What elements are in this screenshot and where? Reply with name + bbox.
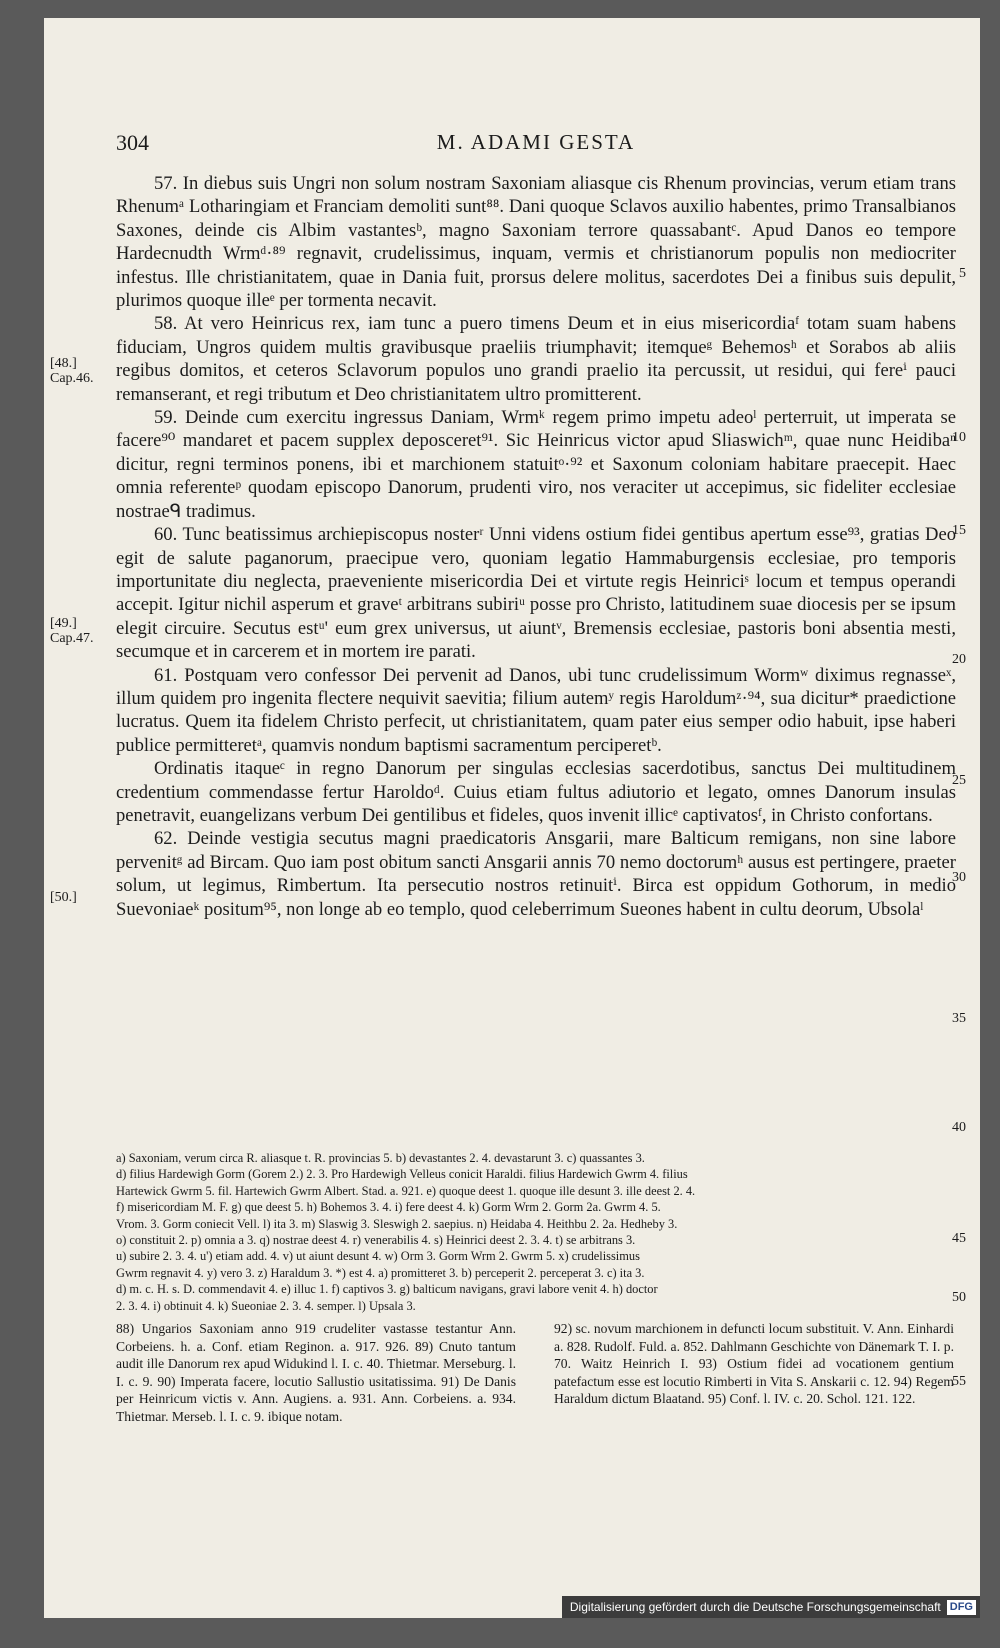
- apparatus-line: d) filius Hardewigh Gorm (Gorem 2.) 2. 3. Pro Hardewigh Velleus conicit Haraldi. filius Hardewich Gwrm 4. filius: [116, 1167, 688, 1182]
- paragraph-61-continued: Ordinatis itaqueᶜ in regno Danorum per singulas ecclesias sacerdotibus, sanctus Dei multitudinem credentium commendasse fertur Haroldoᵈ. Cuius etiam fultus adiutorio et legato, omnes Danorum insulas penetravit, euangelizans verbum Dei gentilibus et fideles, quos invenit illicᵉ captivatosᶠ, in Christo confortans.: [116, 758, 956, 826]
- paragraph-61: 61. Postquam vero confessor Dei pervenit ad Danos, ubi tunc crudelissimum Wormʷ diximus regnasseˣ, illum quidem pro ingenita flectere nequivit saevitia; filium autemʸ regis Haroldumᶻ·⁹⁴, sua dicitur* praedictione lucratus. Quem ita fidelem Christo perfecit, ut christianitatem, quam pater eius semper odio habuit, ipse haberi publice permitteretᵃ, quamvis nondum baptismi sacramentum perciperetᵇ.: [116, 664, 956, 756]
- apparatus-line: Vrom. 3. Gorm coniecit Vell. l) ita 3. m) Slaswig 3. Sleswigh 2. saepius. n) Heidaba 4. Heithbu 2. 2a. Hedheby 3.: [116, 1216, 678, 1231]
- paragraph-57: 57. In diebus suis Ungri non solum nostram Saxoniam aliasque cis Rhenum provincias, verum etiam trans Rhenumᵃ Lotharingiam et Franciam demoliti sunt⁸⁸. Dani quoque Sclavos auxilio habentes, primo Transalbianos Saxones, deinde cis Albim vastantesᵇ, magno Saxoniam terrore quassabantᶜ. Apud Danos eo tempore Hardecnudth Wrmᵈ·⁸⁹ regnavit, crudelissimus, inquam, vermis et christianorum populis non mediocriter infestus. Ille christianitatem, quae in Dania fuit, prorsus delere molitus, sacerdotes Dei a finibus suis depulit, plurimos quoque illeᵉ per tormenta necavit.: [116, 173, 956, 312]
- scanned-page: [44, 18, 980, 1618]
- notes-column-right: [554, 1320, 954, 1408]
- margin-ref-cap-46: Cap.46.: [50, 371, 94, 386]
- line-number-10: 10: [952, 430, 966, 445]
- line-number-5: 5: [959, 266, 966, 281]
- line-number-20: 20: [952, 652, 966, 667]
- line-number-25: 25: [952, 773, 966, 788]
- margin-ref-50: [50.]: [50, 890, 77, 905]
- running-title: M. ADAMI GESTA: [436, 130, 636, 154]
- apparatus-line: f) misericordiam M. F. g) que deest 5. h) Bohemos 3. 4. i) fere deest 4. k) Gorm Wrm 2. Gorm 2a. Gwrm 4. 5.: [116, 1200, 661, 1215]
- line-number-15: 15: [952, 523, 966, 538]
- apparatus-line: d) m. c. H. s. D. commendavit 4. e) illuc 1. f) captivos 3. g) balticum navigans, gravi labore venit 4. h) doctor: [116, 1282, 658, 1297]
- apparatus-line: a) Saxoniam, verum circa R. aliasque t. R. provincias 5. b) devastantes 2. 4. devastarunt 3. c) quassantes 3.: [116, 1151, 645, 1165]
- margin-ref-49: [49.]: [50, 616, 77, 631]
- paragraph-62: 62. Deinde vestigia secutus magni praedicatoris Ansgarii, mare Balticum remigans, non sine labore pervenitᵍ ad Bircam. Quo iam post obitum sancti Ansgarii annis 70 nemo doctorumʰ ausus est pertingere, praeter solum, ut legimus, Rimbertum. Ita persecutio nostros retinuitⁱ. Birca est oppidum Gothorum, in medio Suevoniaeᵏ positum⁹⁵, non longe ab eo templo, quod celeberrimum Sueones habent in cultu deorum, Ubsolaˡ: [116, 828, 956, 920]
- notes-column-left: [116, 1320, 516, 1426]
- page-header: [116, 130, 956, 160]
- page-number: 304: [116, 130, 149, 155]
- funding-banner: [562, 1596, 980, 1618]
- paragraph-59: 59. Deinde cum exercitu ingressus Daniam, Wrmᵏ regem primo impetu adeoˡ perterruit, ut imperata se facere⁹⁰ mandaret et pacem supplex deposceret⁹¹. Sic Heinricus victor apud Sliaswichᵐ, quae nunc Heidibaⁿ dicitur, regni terminos ponens, ibi et marchionem statuitᵒ·⁹² et Saxonum coloniam habitare praecepit. Haec omnia referenteᵖ quodam episcopo Danorum, prudenti viro, nos veraciter ut accepimus, sic fideliter ecclesiae nostraeᑫ tradimus.: [116, 407, 956, 522]
- funding-text: Digitalisierung gefördert durch die Deutsche Forschungsgemeinschaft: [569, 1600, 941, 1614]
- paragraph-60: 60. Tunc beatissimus archiepiscopus nosterʳ Unni videns ostium fidei gentibus apertum esse⁹³, gratias Deo egit de salute paganorum, praecipue vero, quoniam legatio Hammaburgensis ecclesiae, pro temporis importunitate diu neglecta, praeveniente misericordia Dei et virtute regis Heinriciˢ locum et tempus operandi accepit. Igitur nichil asperum et graveᵗ arbitrans subiriᵘ posse pro Christo, latitudinem suae diocesis per se ipsum elegit circuire. Secutus estᵘ' eum grex universus, ut aiuntᵛ, Bremensis ecclesiae, pastoris boni absentia mesti, secumque et in carcerem et in mortem ire parati.: [116, 524, 956, 663]
- line-number-50: 50: [952, 1290, 966, 1305]
- apparatus-line: o) constituit 2. p) omnia a 3. q) nostrae deest 4. r) venerabilis 4. s) Heinrici deest 2. 3. 4. t) se arbitrans 3.: [116, 1233, 636, 1248]
- apparatus-line: u) subire 2. 3. 4. u') etiam add. 4. v) ut aiunt desunt 4. w) Orm 3. Gorm Wrm 2. Gwrm 5. x) crudelissimus: [116, 1249, 640, 1264]
- line-number-55: 55: [952, 1374, 966, 1389]
- line-number-30: 30: [952, 870, 966, 885]
- apparatus-line: Gwrm regnavit 4. y) vero 3. z) Haraldum 3. *) est 4. a) promitteret 3. b) perceperit 2. perceperat 3. c) ita 3.: [116, 1265, 645, 1280]
- apparatus-line: Hartewick Gwrm 5. fil. Hartewich Gwrm Albert. Stad. a. 921. e) quoque deest 1. quoque ille desunt 3. ille deest 2. 4.: [116, 1183, 696, 1198]
- margin-ref-cap-47: Cap.47.: [50, 631, 94, 646]
- main-text: [116, 172, 956, 921]
- critical-apparatus: [116, 1150, 956, 1314]
- line-number-45: 45: [952, 1231, 966, 1246]
- note-text: 92) sc. novum marchionem in defuncti locum substituit. V. Ann. Einhardi a. 828. Rudolf. Fuld. a. 852. Dahlmann Geschichte von Dänemark T. I. p. 70. Waitz Heinrich I. 93) Ostium fidei ad vocationem gentium patefactum esse est locutio Rimberti in Vita S. Anskarii c. 12. 94) Regem Haraldum dictum Blaatand. 95) Conf. l. IV. c. 20. Schol. 121. 122.: [554, 1321, 954, 1407]
- apparatus-line: 2. 3. 4. i) obtinuit 4. k) Sueoniae 2. 3. 4. semper. l) Upsala 3.: [116, 1298, 416, 1313]
- note-text: 88) Ungarios Saxoniam anno 919 crudeliter vastasse testantur Ann. Corbeiens. h. a. Conf. etiam Reginon. a. 917. 926. 89) Cnuto tantum audit ille Danorum rex apud Widukind l. I. c. 40. Thietmar. Merseburg. l. I. c. 9. 90) Imperata facere, locutio Sallustio usitatissima. 91) De Danis per Heinricum victis v. Ann. Augiens. a. 931. Ann. Corbeiens. a. 934. Thietmar. Merseb. l. I. c. 9. ibique notam.: [116, 1321, 516, 1424]
- line-number-40: 40: [952, 1120, 966, 1135]
- paragraph-58: 58. At vero Heinricus rex, iam tunc a puero timens Deum et in eius misericordiaᶠ totam suam habens fiduciam, Ungros quidem multis gravibusque praeliis triumphavit; itemqueᵍ Behemosʰ et Sorabos ab aliis regibus domitos, et ceteros Sclavorum populos uno grandi praelio ita percussit, ut residui, qui fereⁱ pauci remanserant, et regi tributum et Deo christianitatem ultro promitterent.: [116, 313, 956, 405]
- line-number-35: 35: [952, 1011, 966, 1026]
- margin-ref-48: [48.]: [50, 356, 77, 371]
- dfg-logo: DFG: [947, 1600, 976, 1615]
